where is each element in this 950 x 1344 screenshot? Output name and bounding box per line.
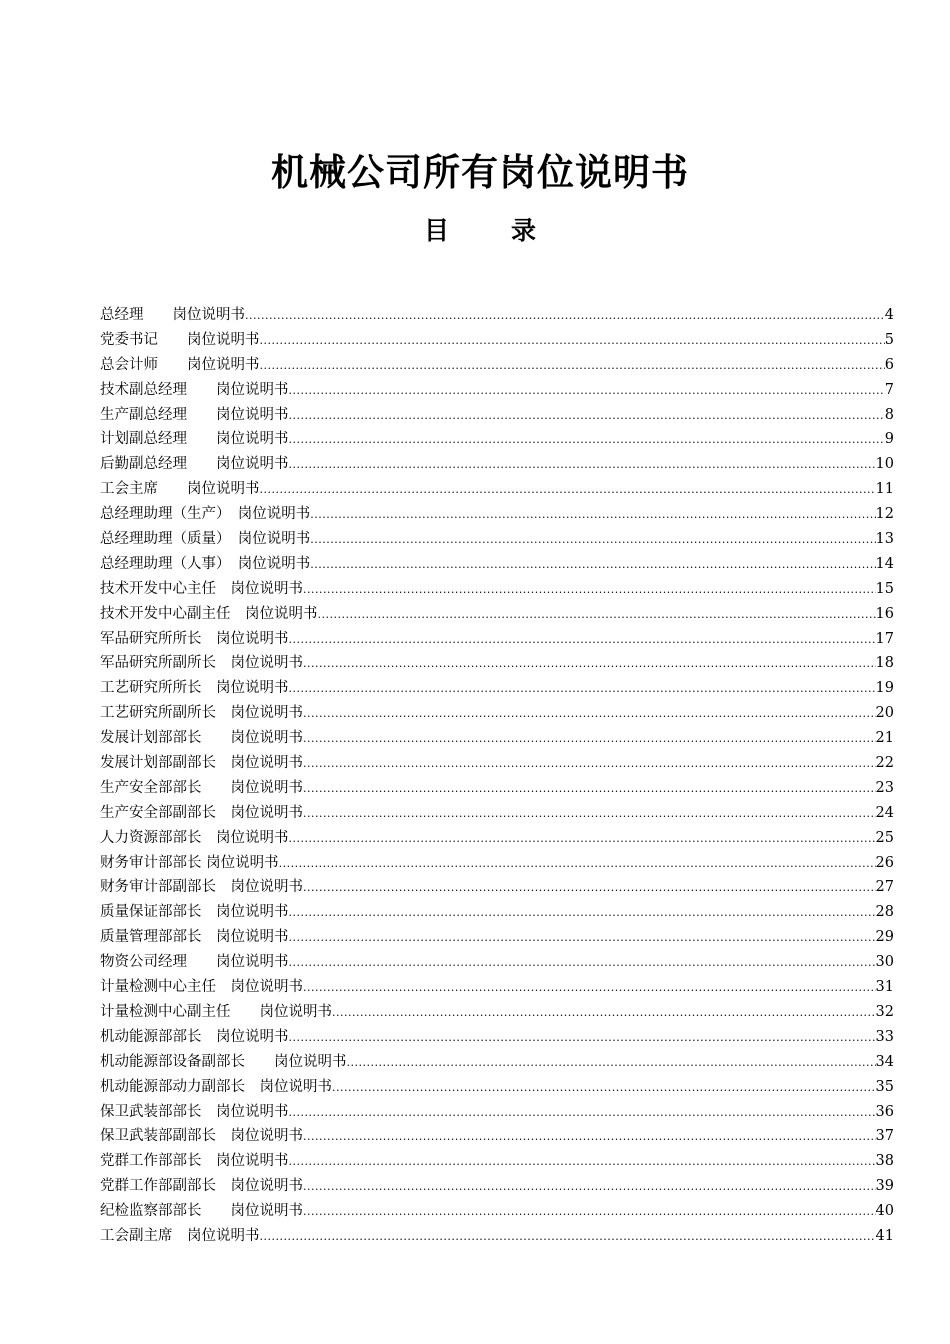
toc-entry-label: 总经理助理（人事） 岗位说明书	[100, 555, 311, 572]
toc-dot-leader	[303, 1200, 876, 1225]
toc-page-number: 29	[875, 929, 894, 946]
toc-page-number: 24	[875, 804, 894, 821]
toc-entry[interactable]	[100, 1100, 894, 1125]
toc-dot-leader	[289, 901, 876, 926]
toc-entry[interactable]	[100, 925, 894, 950]
toc-entry[interactable]	[100, 1050, 894, 1075]
toc-page-number: 5	[884, 331, 894, 348]
toc-entry-label: 计划副总经理 岗位说明书	[100, 431, 289, 448]
toc-entry-label: 物资公司经理 岗位说明书	[100, 954, 289, 971]
toc-page-number: 7	[884, 381, 894, 398]
toc-dot-leader	[279, 852, 876, 877]
toc-entry-label: 纪检监察部部长 岗位说明书	[100, 1203, 303, 1220]
toc-entry-label: 发展计划部部长 岗位说明书	[100, 730, 303, 747]
toc-dot-leader	[303, 802, 876, 827]
toc-entry[interactable]	[100, 1124, 894, 1149]
toc-dot-leader	[289, 677, 876, 702]
toc-entry-label: 工艺研究所所长 岗位说明书	[100, 680, 289, 697]
toc-page-number: 36	[875, 1103, 894, 1120]
toc-dot-leader	[289, 1150, 876, 1175]
toc-page-number: 14	[875, 555, 894, 572]
toc-entry[interactable]	[100, 403, 894, 428]
toc-heading: 目录	[423, 216, 598, 245]
toc-entry[interactable]	[100, 1174, 894, 1199]
toc-dot-leader	[260, 1225, 876, 1250]
toc-dot-leader	[303, 652, 876, 677]
toc-page-number: 35	[875, 1078, 894, 1095]
toc-page-number: 6	[884, 356, 894, 373]
toc-page-number: 16	[875, 605, 894, 622]
toc-entry[interactable]	[100, 552, 894, 577]
toc-entry[interactable]	[100, 1025, 894, 1050]
toc-dot-leader	[260, 329, 885, 354]
toc-entry-label: 军品研究所所长 岗位说明书	[100, 630, 289, 647]
toc-entry[interactable]	[100, 378, 894, 403]
toc-dot-leader	[303, 976, 876, 1001]
toc-entry[interactable]	[100, 751, 894, 776]
toc-entry-label: 总经理助理（生产） 岗位说明书	[100, 506, 311, 523]
toc-dot-leader	[289, 628, 876, 653]
toc-dot-leader	[303, 727, 876, 752]
toc-dot-leader	[310, 553, 875, 578]
toc-entry-label: 机动能源部部长 岗位说明书	[100, 1028, 289, 1045]
toc-dot-leader	[289, 1101, 876, 1126]
toc-entry[interactable]	[100, 502, 894, 527]
table-of-contents	[100, 303, 894, 1249]
toc-entry-label: 人力资源部部长 岗位说明书	[100, 829, 289, 846]
toc-dot-leader	[303, 702, 876, 727]
toc-entry-label: 技术开发中心副主任 岗位说明书	[100, 605, 318, 622]
toc-entry-label: 质量保证部部长 岗位说明书	[100, 904, 289, 921]
toc-entry-label: 党群工作部副部长 岗位说明书	[100, 1178, 303, 1195]
toc-entry-label: 党群工作部部长 岗位说明书	[100, 1153, 289, 1170]
toc-entry[interactable]	[100, 651, 894, 676]
toc-entry-label: 后勤副总经理 岗位说明书	[100, 456, 289, 473]
toc-dot-leader	[303, 876, 876, 901]
toc-page-number: 22	[875, 755, 894, 772]
toc-page-number: 37	[875, 1128, 894, 1145]
toc-entry[interactable]	[100, 726, 894, 751]
toc-entry-label: 党委书记 岗位说明书	[100, 331, 260, 348]
toc-entry-label: 工会副主席 岗位说明书	[100, 1227, 260, 1244]
toc-entry-label: 机动能源部设备副部长 岗位说明书	[100, 1053, 347, 1070]
toc-dot-leader	[289, 379, 885, 404]
toc-page-number: 40	[875, 1203, 894, 1220]
toc-entry[interactable]	[100, 527, 894, 552]
toc-page-number: 32	[875, 1003, 894, 1020]
toc-entry-label: 计量检测中心主任 岗位说明书	[100, 979, 303, 996]
toc-entry[interactable]	[100, 427, 894, 452]
toc-page-number: 18	[875, 655, 894, 672]
toc-page-number: 8	[884, 406, 894, 423]
toc-entry[interactable]	[100, 701, 894, 726]
toc-dot-leader	[245, 304, 885, 329]
toc-entry[interactable]	[100, 452, 894, 477]
toc-dot-leader	[260, 354, 885, 379]
toc-page-number: 41	[875, 1227, 894, 1244]
toc-dot-leader	[347, 1051, 876, 1076]
toc-page-number: 28	[875, 904, 894, 921]
toc-entry-label: 总经理助理（质量） 岗位说明书	[100, 531, 311, 548]
toc-entry[interactable]	[100, 303, 894, 328]
toc-dot-leader	[303, 752, 876, 777]
toc-dot-leader	[332, 1076, 876, 1101]
toc-page-number: 19	[875, 680, 894, 697]
toc-dot-leader	[289, 453, 876, 478]
toc-dot-leader	[289, 404, 885, 429]
toc-entry-label: 质量管理部部长 岗位说明书	[100, 929, 289, 946]
toc-dot-leader	[289, 1026, 876, 1051]
toc-entry[interactable]	[100, 1224, 894, 1249]
toc-page-number: 25	[875, 829, 894, 846]
toc-entry[interactable]	[100, 900, 894, 925]
toc-entry-label: 机动能源部动力副部长 岗位说明书	[100, 1078, 332, 1095]
toc-entry[interactable]	[100, 776, 894, 801]
toc-entry-label: 技术开发中心主任 岗位说明书	[100, 580, 303, 597]
toc-dot-leader	[289, 926, 876, 951]
toc-entry[interactable]	[100, 950, 894, 975]
toc-entry[interactable]	[100, 627, 894, 652]
toc-entry-label: 生产副总经理 岗位说明书	[100, 406, 289, 423]
toc-entry[interactable]	[100, 676, 894, 701]
toc-entry-label: 保卫武装部部长 岗位说明书	[100, 1103, 289, 1120]
toc-page-number: 27	[875, 879, 894, 896]
toc-page-number: 15	[875, 580, 894, 597]
toc-dot-leader	[303, 578, 876, 603]
toc-page-number: 34	[875, 1053, 894, 1070]
toc-entry[interactable]	[100, 1199, 894, 1224]
toc-entry-label: 生产安全部副部长 岗位说明书	[100, 804, 303, 821]
toc-entry-label: 发展计划部副部长 岗位说明书	[100, 755, 303, 772]
toc-entry-label: 财务审计部部长 岗位说明书	[100, 854, 279, 871]
toc-dot-leader	[318, 603, 876, 628]
toc-entry[interactable]	[100, 875, 894, 900]
toc-entry[interactable]	[100, 826, 894, 851]
toc-entry-label: 财务审计部副部长 岗位说明书	[100, 879, 303, 896]
toc-entry[interactable]	[100, 477, 894, 502]
toc-entry[interactable]	[100, 328, 894, 353]
document-title: 机械公司所有岗位说明书	[271, 151, 689, 194]
toc-entry[interactable]	[100, 353, 894, 378]
toc-page-number: 26	[875, 854, 894, 871]
toc-entry-label: 生产安全部部长 岗位说明书	[100, 779, 303, 796]
toc-dot-leader	[289, 428, 885, 453]
toc-entry[interactable]	[100, 1075, 894, 1100]
toc-dot-leader	[289, 827, 876, 852]
toc-page-number: 23	[875, 779, 894, 796]
toc-dot-leader	[303, 1125, 876, 1150]
toc-entry-label: 工会主席 岗位说明书	[100, 481, 260, 498]
toc-entry[interactable]	[100, 577, 894, 602]
toc-page-number: 4	[884, 307, 894, 323]
toc-page-number: 21	[875, 730, 894, 747]
toc-entry[interactable]	[100, 975, 894, 1000]
toc-dot-leader	[310, 503, 875, 528]
toc-page-number: 12	[875, 506, 894, 523]
toc-entry-label: 保卫武装部副部长 岗位说明书	[100, 1128, 303, 1145]
toc-page-number: 11	[875, 481, 894, 498]
toc-dot-leader	[303, 1175, 876, 1200]
toc-entry[interactable]	[100, 1149, 894, 1174]
toc-page-number: 31	[875, 979, 894, 996]
toc-page-number: 10	[875, 456, 894, 473]
toc-entry[interactable]	[100, 602, 894, 627]
toc-entry-label: 技术副总经理 岗位说明书	[100, 381, 289, 398]
toc-page-number: 20	[875, 705, 894, 722]
toc-entry-label: 计量检测中心副主任 岗位说明书	[100, 1003, 332, 1020]
toc-entry-label: 总经理 岗位说明书	[100, 307, 245, 323]
toc-dot-leader	[332, 1001, 876, 1026]
toc-entry[interactable]	[100, 801, 894, 826]
toc-entry[interactable]	[100, 851, 894, 876]
toc-dot-leader	[310, 528, 875, 553]
toc-page-number: 30	[875, 954, 894, 971]
toc-entry-label: 总会计师 岗位说明书	[100, 356, 260, 373]
toc-entry[interactable]	[100, 1000, 894, 1025]
toc-page-number: 38	[875, 1153, 894, 1170]
toc-dot-leader	[303, 777, 876, 802]
toc-page-number: 17	[875, 630, 894, 647]
toc-entry-label: 工艺研究所副所长 岗位说明书	[100, 705, 303, 722]
toc-dot-leader	[289, 951, 876, 976]
toc-entry-label: 军品研究所副所长 岗位说明书	[100, 655, 303, 672]
toc-page-number: 13	[875, 531, 894, 548]
toc-page-number: 39	[875, 1178, 894, 1195]
toc-dot-leader	[260, 478, 876, 503]
toc-page-number: 9	[884, 431, 894, 448]
toc-page-number: 33	[875, 1028, 894, 1045]
